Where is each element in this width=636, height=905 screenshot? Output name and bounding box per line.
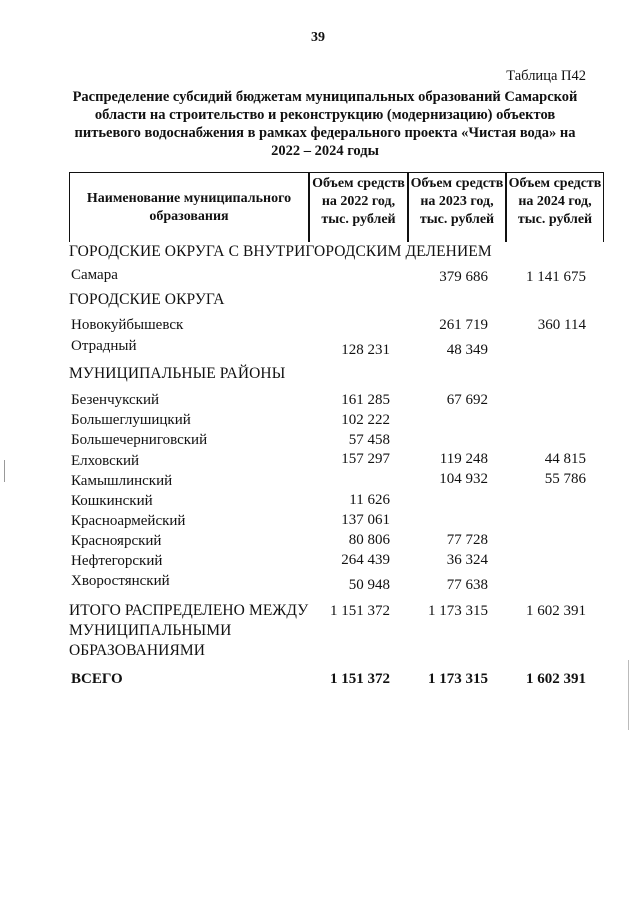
section-urban-districts: ГОРОДСКИЕ ОКРУГА <box>69 291 225 308</box>
table-title: Распределение субсидий бюджетам муниципальных образований Самарской области на строительство и реконструкцию (модернизацию) объектов питьевого водоснабжения в рамках федерального проекта «Чистая вода» на 2022 – 2024 годы <box>72 89 578 159</box>
row-elkhovsky-name: Елховский <box>71 453 140 469</box>
row-neftegorsky-name: Нефтегорский <box>71 553 163 569</box>
total-label: ВСЕГО <box>71 671 123 687</box>
header-2023-cell <box>408 172 506 242</box>
section-municipal-districts: МУНИЦИПАЛЬНЫЕ РАЙОНЫ <box>69 365 286 382</box>
row-novokuybyshevsk-name: Новокуйбышевск <box>71 317 184 333</box>
row-bolsheglushitsky-name: Большеглушицкий <box>71 412 191 428</box>
row-neftegorsky-2023: 36 324 <box>446 552 488 568</box>
row-krasnoyarsky-2023: 77 728 <box>446 532 488 548</box>
subtotal-2024: 1 602 391 <box>526 603 586 619</box>
row-novokuybyshevsk-2024: 360 114 <box>537 317 586 333</box>
row-bolshechernigovsky-name: Большечерниговский <box>71 432 208 448</box>
subtotal-label-line2: МУНИЦИПАЛЬНЫМИ <box>69 622 232 639</box>
row-otradny-2022: 128 231 <box>341 342 390 358</box>
row-samara-2024: 1 141 675 <box>526 269 586 285</box>
row-krasnoyarsky-name: Красноярский <box>71 533 162 549</box>
row-elkhovsky-2022: 157 297 <box>341 451 390 467</box>
total-2023: 1 173 315 <box>428 671 488 687</box>
scan-mark <box>628 660 629 730</box>
scan-mark <box>4 460 5 482</box>
row-kamyshlinsky-2023: 104 932 <box>439 471 488 487</box>
header-name-cell <box>69 172 309 242</box>
total-2024: 1 602 391 <box>526 671 586 687</box>
header-2022: Объем средств на 2022 год, тыс. рублей <box>312 176 405 227</box>
row-novokuybyshevsk-2023: 261 719 <box>439 317 488 333</box>
row-krasnoarmeysky-2022: 137 061 <box>341 512 390 528</box>
header-name: Наименование муниципального образования <box>86 190 292 224</box>
section-urban-districts-inner: ГОРОДСКИЕ ОКРУГА С ВНУТРИГОРОДСКИМ ДЕЛЕНИЕМ <box>69 243 492 260</box>
row-neftegorsky-2022: 264 439 <box>341 552 390 568</box>
row-koshkinsky-2022: 11 626 <box>349 492 390 508</box>
row-kamyshlinsky-name: Камышлинский <box>71 473 173 489</box>
header-2024-cell <box>506 172 604 242</box>
row-bolshechernigovsky-2022: 57 458 <box>348 432 390 448</box>
header-2022-cell <box>309 172 408 242</box>
row-bezenchuksky-2022: 161 285 <box>341 392 390 408</box>
header-2024: Объем средств на 2024 год, тыс. рублей <box>508 176 602 227</box>
row-otradny-name: Отрадный <box>71 338 137 354</box>
subtotal-label-line1: ИТОГО РАСПРЕДЕЛЕНО МЕЖДУ <box>69 602 309 619</box>
row-samara-2023: 379 686 <box>439 269 488 285</box>
row-krasnoarmeysky-name: Красноармейский <box>71 513 186 529</box>
row-bezenchuksky-name: Безенчукский <box>71 392 160 408</box>
header-2023: Объем средств на 2023 год, тыс. рублей <box>410 176 504 227</box>
row-khvorostyansky-2023: 77 638 <box>446 577 488 593</box>
row-elkhovsky-2024: 44 815 <box>544 451 586 467</box>
row-elkhovsky-2023: 119 248 <box>439 451 488 467</box>
row-bolsheglushitsky-2022: 102 222 <box>341 412 390 428</box>
subtotal-2022: 1 151 372 <box>330 603 390 619</box>
row-khvorostyansky-name: Хворостянский <box>71 573 170 589</box>
table-label: Таблица П42 <box>506 68 586 84</box>
total-2022: 1 151 372 <box>330 671 390 687</box>
row-samara-name: Самара <box>71 267 118 283</box>
row-kamyshlinsky-2024: 55 786 <box>544 471 586 487</box>
row-koshkinsky-name: Кошкинский <box>71 493 153 509</box>
row-bezenchuksky-2023: 67 692 <box>446 392 488 408</box>
row-otradny-2023: 48 349 <box>446 342 488 358</box>
row-khvorostyansky-2022: 50 948 <box>348 577 390 593</box>
subtotal-label-line3: ОБРАЗОВАНИЯМИ <box>69 642 206 659</box>
page-number: 39 <box>311 30 325 45</box>
row-krasnoyarsky-2022: 80 806 <box>348 532 390 548</box>
subtotal-2023: 1 173 315 <box>428 603 488 619</box>
